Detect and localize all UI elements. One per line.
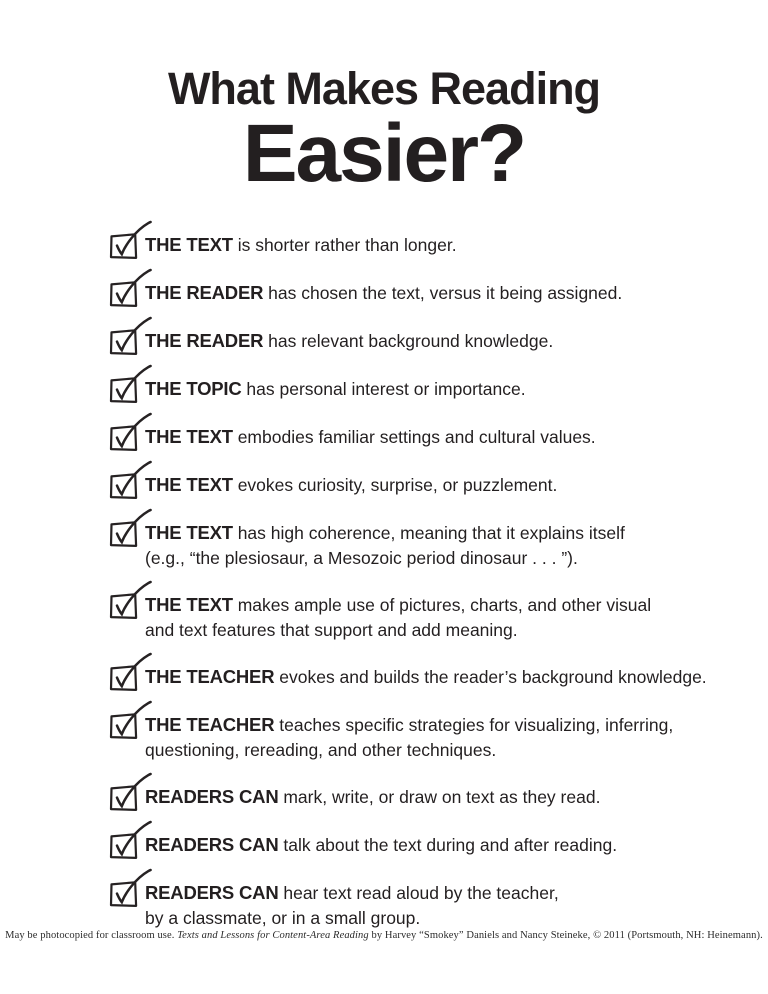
item-subject: THE TOPIC — [145, 377, 242, 399]
page-title — [0, 63, 768, 199]
item-subject: THE TEACHER — [145, 713, 275, 735]
checked-checkbox-icon — [108, 651, 145, 691]
checked-checkbox-icon — [108, 411, 145, 451]
item-text: has high coherence, meaning that it explains itself — [237, 522, 625, 543]
item-text: evokes and builds the reader’s background knowledge. — [279, 666, 707, 687]
checked-checkbox-icon — [108, 819, 145, 859]
checklist-item — [108, 520, 768, 571]
checked-checkbox-icon — [108, 267, 145, 307]
checklist-item — [108, 424, 768, 451]
checked-checkbox-icon — [108, 507, 145, 547]
item-subject: THE READER — [145, 281, 264, 303]
item-text: has relevant background knowledge. — [268, 330, 554, 351]
footer-prefix: May be photocopied for classroom use. — [5, 930, 178, 941]
checklist — [108, 232, 768, 931]
checked-checkbox-icon — [108, 459, 145, 499]
item-text: mark, write, or draw on text as they read. — [283, 786, 601, 807]
checked-checkbox-icon — [108, 771, 145, 811]
checked-checkbox-icon — [108, 699, 145, 739]
checklist-item — [108, 592, 768, 643]
checklist-item — [108, 712, 768, 763]
item-text: hear text read aloud by the teacher, — [283, 882, 559, 903]
checked-checkbox-icon — [108, 219, 145, 259]
item-text-line2: questioning, rereading, and other techniques. — [145, 739, 497, 760]
item-subject: THE TEXT — [145, 521, 233, 543]
checklist-item — [108, 880, 768, 931]
item-text: talk about the text during and after reading. — [283, 834, 618, 855]
checklist-item — [108, 832, 768, 859]
checklist-item — [108, 376, 768, 403]
item-text-line2: and text features that support and add meaning. — [145, 619, 518, 640]
item-text-line2: by a classmate, or in a small group. — [145, 907, 421, 928]
item-text: has personal interest or importance. — [246, 378, 526, 399]
item-text-line2: (e.g., “the plesiosaur, a Mesozoic period dinosaur . . . ”). — [145, 547, 578, 568]
item-subject: READERS CAN — [145, 785, 279, 807]
item-subject: READERS CAN — [145, 881, 279, 903]
item-text: makes ample use of pictures, charts, and other visual — [237, 594, 652, 615]
item-subject: THE TEXT — [145, 473, 233, 495]
item-text: is shorter rather than longer. — [237, 234, 457, 255]
item-text: evokes curiosity, surprise, or puzzlement. — [237, 474, 558, 495]
checklist-item — [108, 784, 768, 811]
footer-book-title: Texts and Lessons for Content-Area Reading — [177, 930, 369, 941]
item-subject: THE READER — [145, 329, 264, 351]
title-line-1: What Makes Reading — [167, 63, 601, 114]
footer-suffix: by Harvey “Smokey” Daniels and Nancy Steineke, © 2011 (Portsmouth, NH: Heinemann). — [368, 930, 763, 941]
checked-checkbox-icon — [108, 867, 145, 907]
checklist-item — [108, 328, 768, 355]
item-subject: THE TEACHER — [145, 665, 275, 687]
item-subject: THE TEXT — [145, 233, 233, 255]
checklist-item — [108, 664, 768, 691]
checklist-item — [108, 472, 768, 499]
checked-checkbox-icon — [108, 579, 145, 619]
item-subject: THE TEXT — [145, 593, 233, 615]
title-line-2: Easier? — [242, 107, 526, 199]
checklist-item — [108, 280, 768, 307]
item-text: has chosen the text, versus it being assigned. — [268, 282, 623, 303]
copyright-footer — [0, 930, 768, 941]
item-subject: READERS CAN — [145, 833, 279, 855]
item-text: embodies familiar settings and cultural values. — [237, 426, 596, 447]
checklist-item — [108, 232, 768, 259]
item-subject: THE TEXT — [145, 425, 233, 447]
item-text: teaches specific strategies for visualizing, inferring, — [279, 714, 674, 735]
checked-checkbox-icon — [108, 363, 145, 403]
checked-checkbox-icon — [108, 315, 145, 355]
